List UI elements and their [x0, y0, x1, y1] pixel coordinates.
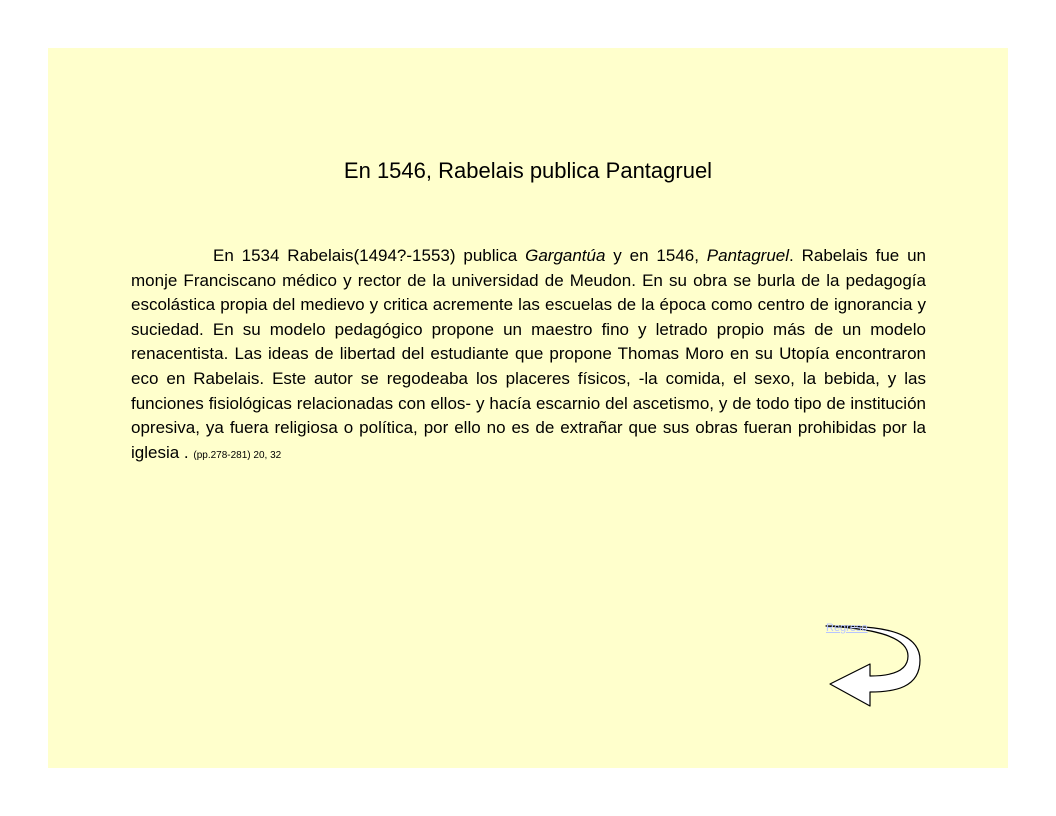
paragraph-text-3: . Rabelais fue un monje Franciscano médico y rector de la universidad de Meudon. En su obra se burla de la pedagogía escolástica propia del medievo y critica acremente las escuelas de la época como centro de ignorancia y suciedad. En su modelo pedagógico propone un maestro fino y letrado propio más de un modelo renacentista. Las ideas de libertad del estudiante que propone Thomas Moro en su Utopía encontraron eco en Rabelais. Este autor se regodeaba los placeres físicos, -la comida, el sexo, la bebida, y las funciones fisiológicas relacionadas con ellos- y hacía escarnio del ascetismo, y de todo tipo de institución opresiva, ya fuera religiosa o política, por ello no es de extrañar que sus obras fueran prohibidas por la iglesia . [131, 246, 926, 462]
return-link[interactable]: Regreso [826, 622, 868, 634]
body-paragraph [131, 244, 926, 468]
citation: (pp.278-281) 20, 32 [193, 449, 282, 461]
book-title-pantagruel: Pantagruel [706, 246, 790, 265]
paragraph-text-2: y en 1546, [605, 246, 707, 265]
slide-title: En 1546, Rabelais publica Pantagruel [343, 158, 713, 183]
book-title-gargantua: Gargantúa [525, 246, 606, 265]
paragraph-text-1: En 1534 Rabelais(1494?-1553) publica [213, 246, 526, 265]
slide [48, 48, 1008, 768]
